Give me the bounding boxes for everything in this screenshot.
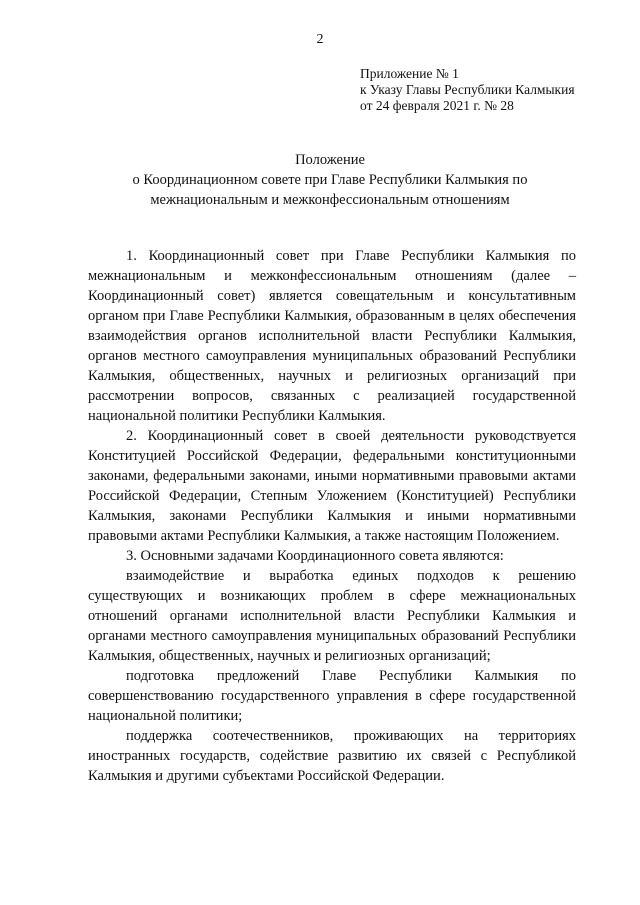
task-item-3: поддержка соотечественников, проживающих на территориях иностранных государств, содействие развитию их связей с Республикой Калмыкия и другими субъектами Российской Федерации. xyxy=(88,728,576,784)
paragraph-3: 3. Основными задачами Координационного совета являются: xyxy=(126,548,504,564)
paragraph-1: 1. Координационный совет при Главе Республики Калмыкия по межнациональным и межконфессиональным отношениям (далее – Координационный совет) является совещательным и консультативным органом при Главе Республики Калмыкия, образованным в целях обеспечения взаимодействия органов исполнительной власти Республики Калмыкия, органов местного самоуправления муниципальных образований Республики Калмыкия, общественных, научных и религиозных организаций при рассмотрении вопросов, связанных с реализацией государственной национальной политики Республики Калмыкия. xyxy=(88,248,576,424)
appendix-line-2: к Указу Главы Республики Калмыкия xyxy=(360,82,575,97)
appendix-line-1: Приложение № 1 xyxy=(360,66,459,81)
title-line-3: межнациональным и межконфессиональным отношениям xyxy=(150,192,510,208)
document-title xyxy=(60,150,600,210)
page-number: 2 xyxy=(316,32,324,47)
document-body xyxy=(88,246,576,786)
title-line-2: о Координационном совете при Главе Республики Калмыкия по xyxy=(132,172,528,188)
appendix-block xyxy=(360,66,575,114)
paragraph-2: 2. Координационный совет в своей деятельности руководствуется Конституцией Российской Федерации, федеральными конституционными законами, федеральными законами, иными нормативными правовыми актами Российской Федерации, Степным Уложением (Конституцией) Республики Калмыкия, законами Республики Калмыкия и иными нормативными правовыми актами Республики Калмыкия, а также настоящим Положением. xyxy=(88,428,576,544)
appendix-line-3: от 24 февраля 2021 г. № 28 xyxy=(360,98,514,113)
task-item-2: подготовка предложений Главе Республики Калмыкия по совершенствованию государственного управления в сфере государственной национальной политики; xyxy=(88,668,576,724)
task-item-1: взаимодействие и выработка единых подходов к решению существующих и возникающих проблем в сфере межнациональных отношений органами исполнительной власти Республики Калмыкия и органами местного самоуправления муниципальных образований Республики Калмыкия, общественных, научных и религиозных организаций; xyxy=(88,568,576,664)
title-line-1: Положение xyxy=(295,152,365,168)
